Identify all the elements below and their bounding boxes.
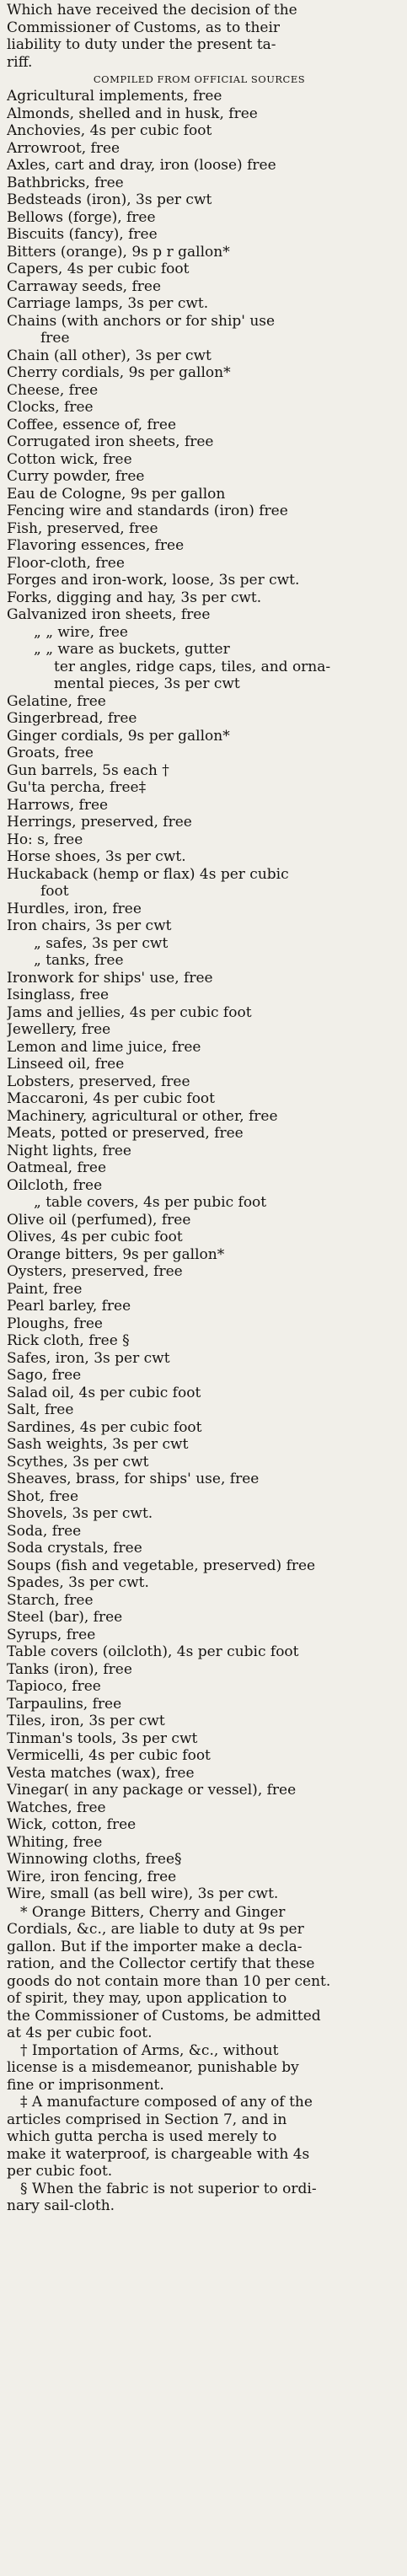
tariff-entry [7,1471,392,1488]
footnote-line: ration, and the Collector certify that these [7,1955,315,1972]
tariff-entry-line: Herrings, preserved, free [7,814,192,831]
tariff-entry-line: Orange bitters, 9s per gallon* [7,1245,225,1263]
tariff-entry-line: Curry powder, free [7,468,145,485]
tariff-entry-line: Arrowroot, free [7,139,120,157]
tariff-list [7,88,392,1903]
tariff-entry-line: Soda crystals, free [7,1540,142,1557]
tariff-entry-line: Safes, iron, 3s per cwt [7,1349,170,1367]
tariff-entry-line: Carriage lamps, 3s per cwt. [7,295,209,312]
tariff-entry-line: Groats, free [7,745,94,761]
tariff-entry-line: Floor-cloth, free [7,554,125,572]
tariff-entry-line: Horse shoes, 3s per cwt. [7,848,186,865]
tariff-entry [7,88,392,105]
tariff-entry [7,624,392,642]
tariff-entry-line: Lobsters, preserved, free [7,1073,190,1090]
tariff-entry [7,1557,392,1575]
tariff-entry-continuation: foot [40,883,69,900]
tariff-entry [7,1090,392,1108]
footnote-line: * Orange Bitters, Cherry and Ginger [20,1903,286,1921]
tariff-entry-line: Vesta matches (wax), free [7,1764,195,1782]
tariff-entry [7,762,392,780]
tariff-entry-line: Ho: s, free [7,831,83,848]
tariff-entry [7,1765,392,1783]
tariff-entry-line: Olives, 4s per cubic foot [7,1229,183,1245]
tariff-entry [7,814,392,831]
tariff-entry [7,1073,392,1091]
tariff-entry-line: Lemon and lime juice, free [7,1038,201,1056]
tariff-entry [7,520,392,538]
tariff-entry-line: Syrups, free [7,1626,96,1643]
footnote-line: at 4s per cubic foot. [7,2025,153,2041]
footnote [7,1904,392,2042]
tariff-entry [7,866,392,901]
tariff-entry [7,278,392,296]
tariff-entry [7,433,392,451]
tariff-entry [7,122,392,140]
tariff-entry [7,693,392,711]
footnote-line: which gutta percha is used merely to [7,2128,277,2145]
tariff-entry-line: „ table covers, 4s per pubic foot [34,1194,267,1211]
tariff-entry [7,244,392,261]
tariff-entry [7,572,392,589]
tariff-entry-line: Salt, free [7,1401,74,1418]
tariff-entry [7,347,392,365]
tariff-entry-line: Hurdles, iron, free [7,900,142,917]
tariff-entry [7,1125,392,1143]
tariff-entry-line: Capers, 4s per cubic foot [7,261,190,277]
tariff-entry-line: Chain (all other), 3s per cwt [7,347,212,364]
tariff-entry [7,970,392,987]
tariff-entry [7,1281,392,1299]
tariff-entry [7,1108,392,1126]
tariff-entry [7,1661,392,1679]
tariff-entry-line: Paint, free [7,1280,83,1298]
tariff-entry [7,1523,392,1541]
tariff-entry [7,1869,392,1886]
tariff-entry [7,1436,392,1454]
tariff-entry-line: Ginger cordials, 9s per gallon* [7,727,230,745]
tariff-entry-line: Sardines, 4s per cubic foot [7,1418,202,1436]
tariff-entry-line: Forks, digging and hay, 3s per cwt. [7,589,262,606]
tariff-entry-line: Bellows (forge), free [7,208,156,226]
footnote-line: of spirit, they may, upon application to [7,1990,287,2007]
tariff-entry-line: Axles, cart and dray, iron (loose) free [7,157,276,174]
footnote-line: articles comprised in Section 7, and in [7,2111,287,2128]
tariff-entry-line: Linseed oil, free [7,1056,125,1073]
tariff-entry-line: Bathbricks, free [7,174,124,191]
tariff-entry [7,1315,392,1333]
tariff-entry-line: Ironwork for ships' use, free [7,969,213,987]
intro-line: Which have received the decision of the [7,2,297,19]
tariff-entry-line: Tanks (iron), free [7,1660,132,1678]
tariff-entry-line: Meats, potted or preserved, free [7,1125,244,1142]
tariff-entry-line: Shovels, 3s per cwt. [7,1505,153,1522]
tariff-entry-line: Shot, free [7,1487,79,1505]
footnote-line: make it waterproof, is chargeable with 4s [7,2145,310,2163]
tariff-entry-line: Maccaroni, 4s per cubic foot [7,1090,215,1107]
tariff-entry-line: Coffee, essence of, free [7,416,177,433]
tariff-entry [7,848,392,866]
tariff-entry-line: Flavoring essences, free [7,537,185,554]
tariff-entry-line: Pearl barley, free [7,1298,131,1315]
tariff-entry [7,382,392,400]
tariff-entry-line: Bedsteads (iron), 3s per cwt [7,191,212,208]
tariff-entry-line: Harrows, free [7,796,109,814]
tariff-entry [7,1799,392,1817]
tariff-entry-line: Forges and iron-work, loose, 3s per cwt. [7,572,300,589]
tariff-entry [7,1212,392,1229]
tariff-entry [7,606,392,624]
tariff-entry-line: Gingerbread, free [7,710,137,727]
tariff-entry [7,1385,392,1402]
tariff-entry [7,1004,392,1022]
tariff-entry [7,1609,392,1627]
tariff-entry [7,399,392,417]
tariff-entry-line: Spades, 3s per cwt. [7,1574,149,1591]
tariff-entry [7,417,392,434]
tariff-entry-line: Biscuits (fancy), free [7,226,158,243]
tariff-entry [7,1229,392,1246]
intro-paragraph [7,2,392,71]
footnote [7,2042,392,2095]
tariff-entry [7,901,392,918]
tariff-entry [7,1488,392,1506]
tariff-entry [7,1039,392,1057]
tariff-entry-line: Jams and jellies, 4s per cubic foot [7,1003,252,1021]
tariff-entry [7,1627,392,1644]
tariff-entry [7,1782,392,1799]
tariff-entry [7,710,392,728]
tariff-entry-line: Wire, small (as bell wire), 3s per cwt. [7,1885,279,1902]
tariff-entry-line: Oatmeal, free [7,1159,107,1176]
tariff-entry [7,157,392,175]
tariff-entry [7,935,392,953]
tariff-entry [7,1592,392,1610]
tariff-entry [7,537,392,555]
tariff-entry [7,468,392,486]
tariff-entry-line: Fencing wire and standards (iron) free [7,503,288,519]
tariff-entry [7,779,392,797]
tariff-entry-line: Gu'ta percha, free‡ [7,779,147,796]
tariff-entry-line: Steel (bar), free [7,1609,123,1626]
tariff-entry-line: Winnowing cloths, free§ [7,1851,182,1868]
footnote-line: Cordials, &c., are liable to duty at 9s per [7,1921,304,1938]
tariff-entry-continuation: ter angles, ridge caps, tiles, and orna- [54,658,331,675]
tariff-entry [7,831,392,849]
tariff-entry [7,1713,392,1730]
tariff-entry-line: Clocks, free [7,399,94,416]
tariff-entry [7,261,392,278]
tariff-entry [7,1401,392,1419]
tariff-entry-line: Wick, cotton, free [7,1816,137,1833]
tariff-entry [7,209,392,227]
tariff-entry-line: Scythes, 3s per cwt [7,1453,149,1471]
footnote-line: gallon. But if the importer make a decla- [7,1938,303,1955]
tariff-entry [7,1143,392,1160]
tariff-entry-line: Rick cloth, free § [7,1332,130,1349]
tariff-entry [7,1834,392,1852]
tariff-entry-line: Sash weights, 3s per cwt [7,1436,189,1453]
tariff-entry [7,1350,392,1368]
tariff-entry-line: Watches, free [7,1799,106,1816]
tariff-entry [7,1021,392,1039]
tariff-entry [7,1851,392,1869]
tariff-entry-line: Chains (with anchors or for ship' use [7,312,276,330]
tariff-entry [7,364,392,382]
tariff-entry [7,1885,392,1903]
tariff-entry-line: Tarpaulins, free [7,1695,122,1713]
tariff-entry-line: Salad oil, 4s per cubic foot [7,1384,201,1401]
tariff-entry-line: Table covers (oilcloth), 4s per cubic foot [7,1643,299,1660]
tariff-entry [7,987,392,1004]
footnote-line: the Commissioner of Customs, be admitted [7,2007,321,2025]
tariff-entry-continuation: free [40,330,70,347]
tariff-entry [7,1332,392,1350]
tariff-entry-line: Soda, free [7,1522,82,1540]
tariff-entry-line: „ tanks, free [34,952,124,969]
tariff-entry-line: Fish, preserved, free [7,519,158,537]
tariff-entry-line: Cheese, free [7,381,99,399]
tariff-entry [7,917,392,935]
tariff-entry [7,1816,392,1834]
tariff-entry [7,728,392,745]
tariff-entry-line: Sago, free [7,1367,82,1384]
tariff-entry-line: Soups (fish and vegetable, preserved) free [7,1557,316,1574]
tariff-entry [7,1574,392,1592]
tariff-entry-line: Ploughs, free [7,1315,103,1332]
tariff-entry-line: Carraway seeds, free [7,277,162,295]
tariff-entry-line: Vinegar( in any package or vessel), free [7,1782,297,1799]
tariff-entry [7,745,392,762]
footnote-line: † Importation of Arms, &c., without [20,2041,279,2059]
tariff-entry-line: Gun barrels, 5s each † [7,761,169,779]
tariff-entry-line: Bitters (orange), 9s p r gallon* [7,243,230,261]
tariff-entry [7,503,392,520]
tariff-entry [7,1263,392,1281]
source-heading: COMPILED FROM OFFICIAL SOURCES [93,73,306,85]
tariff-entry [7,226,392,244]
tariff-entry-line: Almonds, shelled and in husk, free [7,105,258,122]
tariff-entry [7,1454,392,1471]
tariff-entry-line: Agricultural implements, free [7,88,222,105]
tariff-entry [7,295,392,313]
tariff-entry-line: Anchovies, 4s per cubic foot [7,122,212,139]
tariff-entry [7,191,392,209]
tariff-entry [7,555,392,573]
tariff-entry [7,1730,392,1748]
tariff-entry-line: Machinery, agricultural or other, free [7,1107,278,1125]
tariff-entry-line: Corrugated iron sheets, free [7,433,214,450]
footnote-line: ‡ A manufacture composed of any of the [20,2094,313,2111]
footnote-line: license is a misdemeanor, punishable by [7,2059,299,2076]
tariff-entry-line: Gelatine, free [7,692,106,710]
tariff-entry [7,1159,392,1177]
footnote-line: nary sail-cloth. [7,2197,115,2214]
tariff-entry-line: Starch, free [7,1591,94,1609]
tariff-entry-line: Isinglass, free [7,987,110,1003]
tariff-entry [7,1177,392,1195]
tariff-entry-line: „ „ wire, free [34,623,128,641]
tariff-entry-line: Oilcloth, free [7,1176,103,1194]
tariff-entry-line: Huckaback (hemp or flax) 4s per cubic [7,865,289,883]
tariff-entry [7,797,392,815]
tariff-entry-line: Tinman's tools, 3s per cwt [7,1729,198,1747]
tariff-entry [7,641,392,693]
tariff-entry [7,1696,392,1713]
tariff-entry-line: Eau de Cologne, 9s per gallon [7,485,226,503]
tariff-entry [7,1056,392,1073]
tariff-entry-line: Tiles, iron, 3s per cwt [7,1713,165,1729]
tariff-entry-line: „ „ ware as buckets, gutter [34,641,230,658]
intro-line: liability to duty under the present ta- [7,36,276,53]
tariff-entry [7,451,392,469]
footnote-line: fine or imprisonment. [7,2076,164,2094]
tariff-entry [7,1678,392,1696]
tariff-entry-line: Galvanized iron sheets, free [7,606,211,623]
tariff-entry-line: Sheaves, brass, for ships' use, free [7,1471,260,1487]
tariff-entry [7,1367,392,1385]
tariff-entry-line: Iron chairs, 3s per cwt [7,917,172,934]
tariff-entry-continuation: mental pieces, 3s per cwt [54,675,240,692]
tariff-entry-line: Whiting, free [7,1833,103,1851]
tariff-entry-line: Night lights, free [7,1142,131,1159]
footnote-line: goods do not contain more than 10 per cent. [7,1972,331,1990]
footnote [7,2181,392,2215]
tariff-entry [7,1194,392,1212]
tariff-entry-line: Olive oil (perfumed), free [7,1211,191,1229]
footnote-line: per cubic foot. [7,2163,113,2180]
tariff-entry [7,1643,392,1661]
tariff-entry-line: Oysters, preserved, free [7,1263,183,1280]
tariff-entry [7,486,392,503]
tariff-entry [7,1505,392,1523]
intro-line: riff. [7,53,33,71]
tariff-entry [7,1246,392,1264]
tariff-entry-line: Wire, iron fencing, free [7,1868,177,1885]
intro-line: Commissioner of Customs, as to their [7,19,281,36]
tariff-entry-line: „ safes, 3s per cwt [34,934,169,952]
tariff-entry-line: Vermicelli, 4s per cubic foot [7,1747,211,1764]
footnotes [7,1904,392,2215]
tariff-entry-line: Tapioco, free [7,1678,101,1695]
tariff-entry [7,105,392,123]
tariff-entry [7,1298,392,1315]
tariff-entry-line: Jewellery, free [7,1021,111,1038]
tariff-entry [7,952,392,970]
tariff-entry [7,1419,392,1437]
tariff-entry [7,589,392,607]
tariff-entry [7,1540,392,1557]
footnote-line: § When the fabric is not superior to ordi- [20,2180,317,2197]
footnote [7,2094,392,2181]
tariff-entry-line: Cherry cordials, 9s per gallon* [7,364,231,381]
tariff-entry [7,313,392,347]
tariff-entry [7,175,392,192]
tariff-entry-line: Cotton wick, free [7,450,132,468]
tariff-entry [7,140,392,158]
tariff-entry [7,1747,392,1765]
